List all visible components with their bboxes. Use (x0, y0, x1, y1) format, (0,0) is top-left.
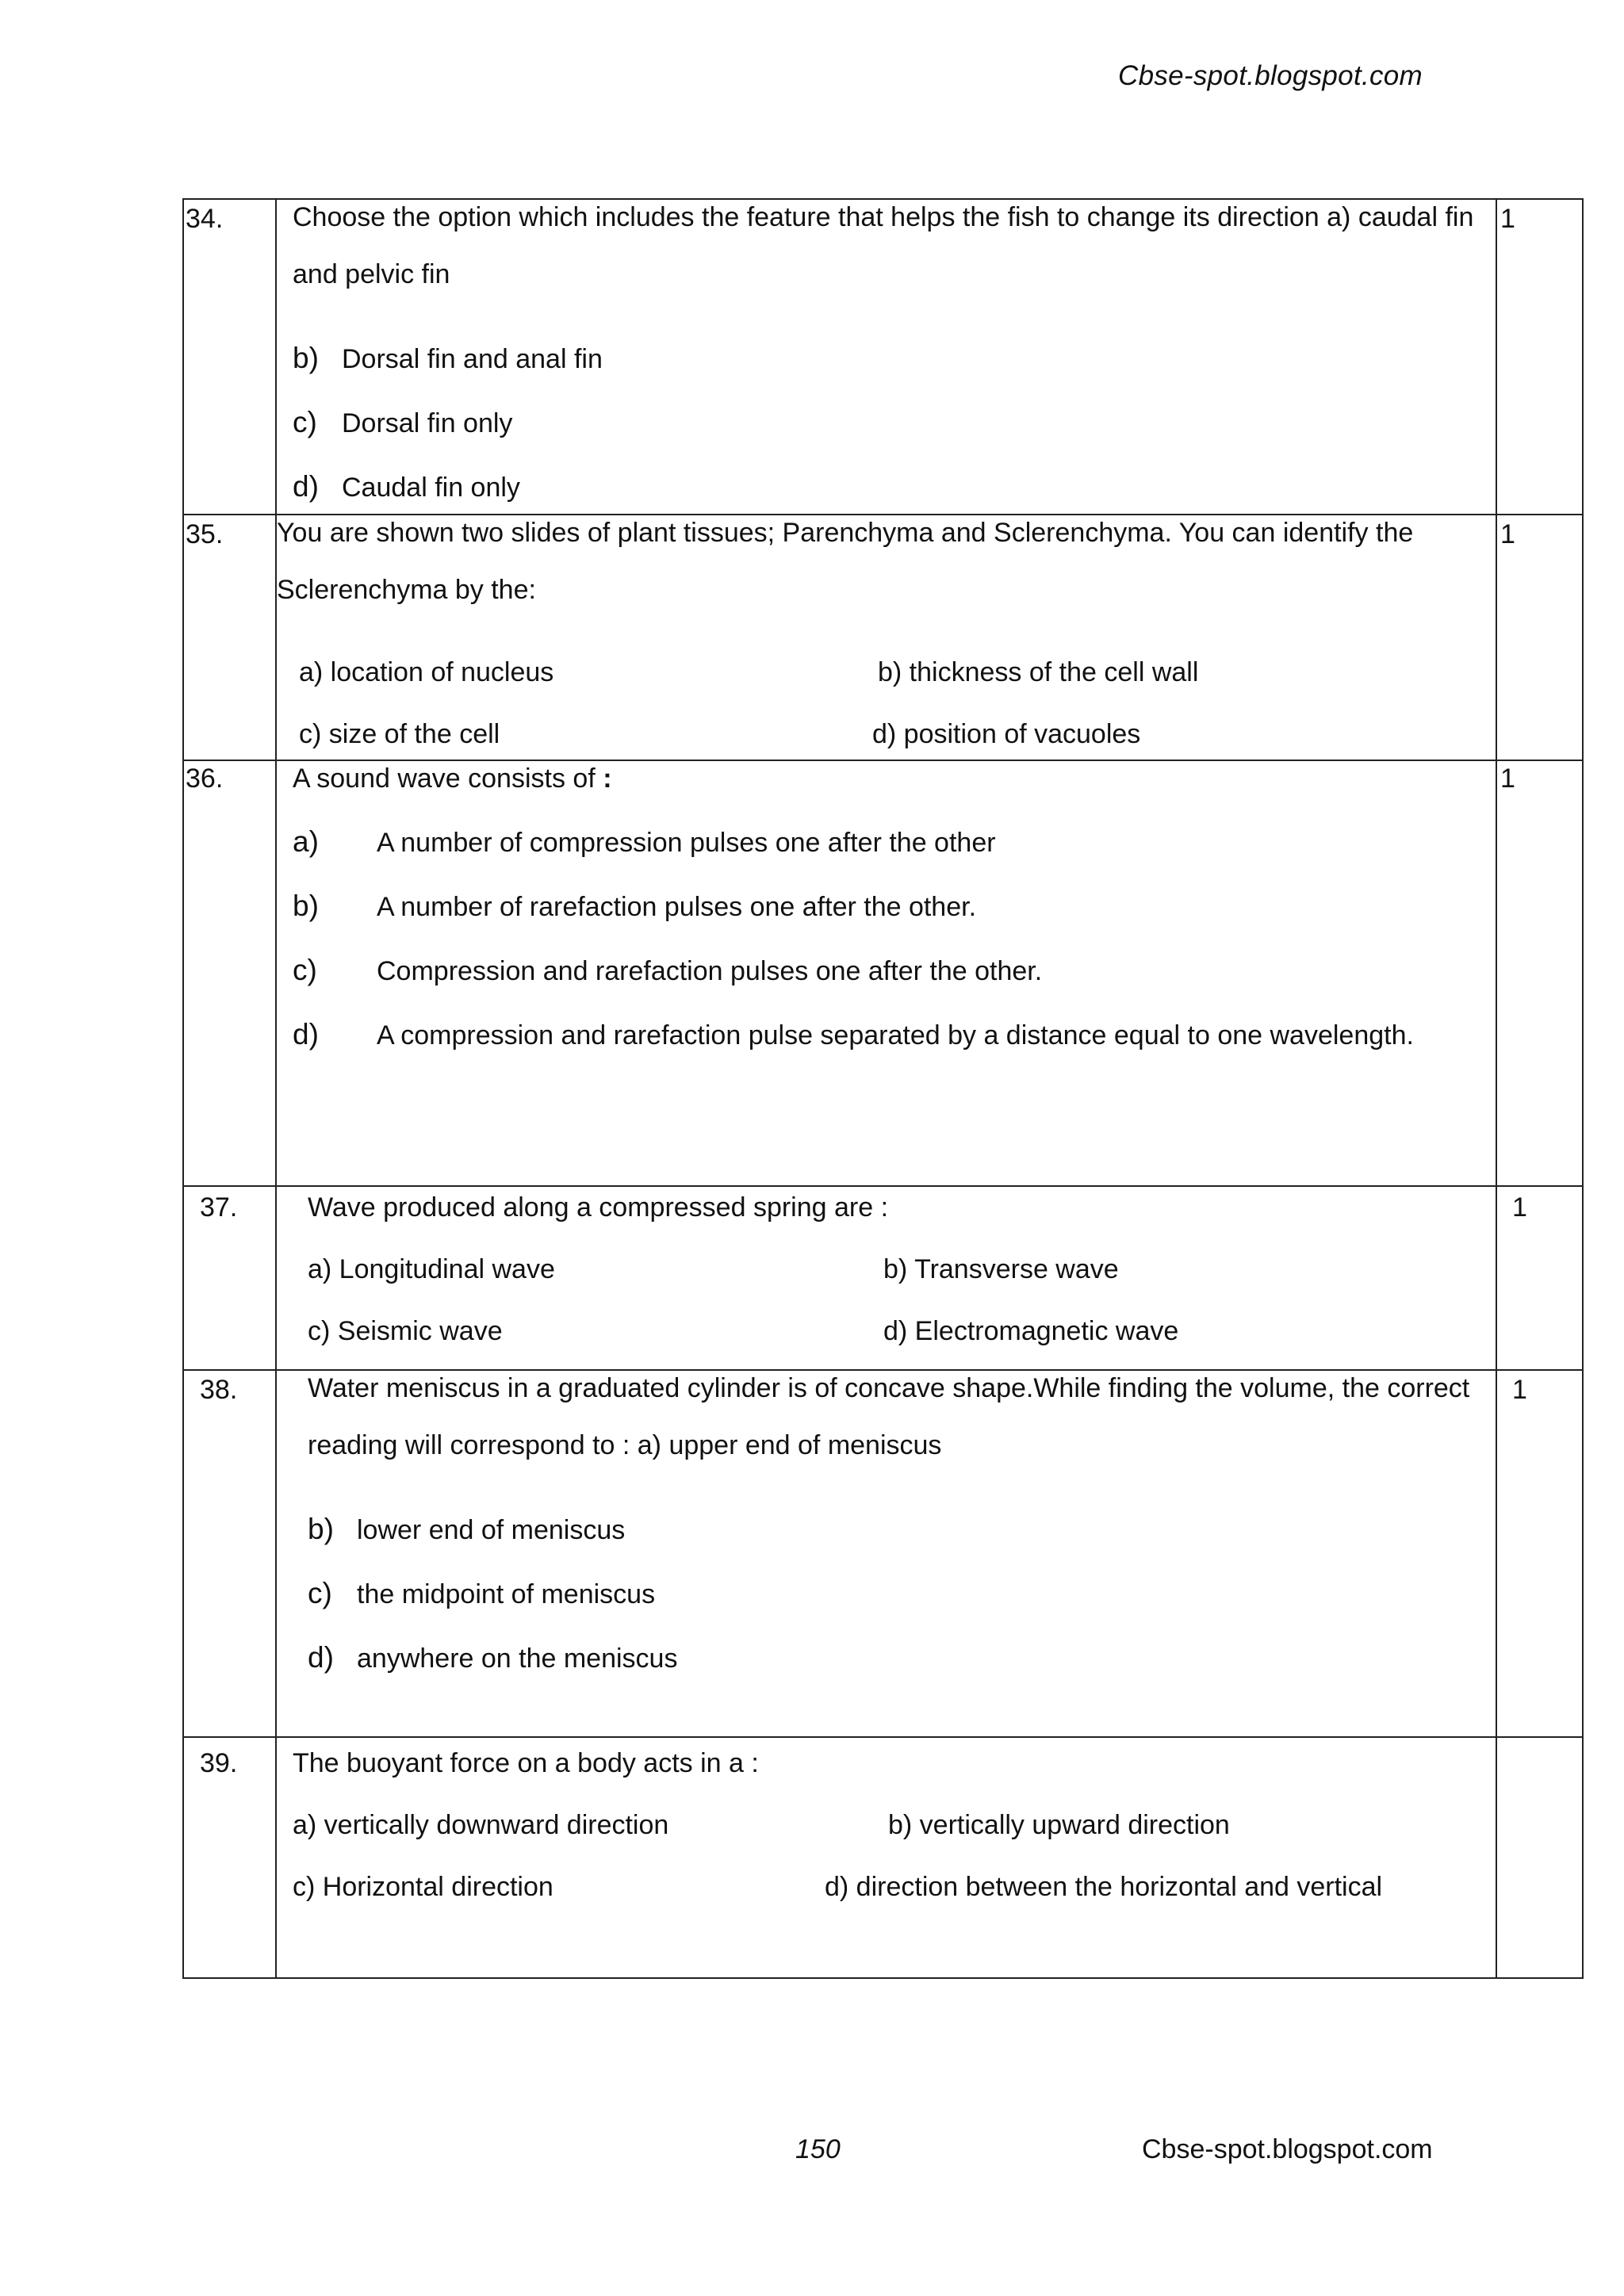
option-text: A number of rarefaction pulses one after the other. (377, 892, 977, 922)
question-text: You are shown two slides of plant tissues; Parenchyma and Sclerenchyma. You can identify the Sclerenchyma by the: (277, 518, 1414, 605)
page-number: 150 (795, 2134, 841, 2164)
option-d: d) position of vacuoles (872, 719, 1141, 749)
option-text: A number of compression pulses one after the other (377, 828, 996, 858)
question-number: 39. (200, 1748, 238, 1778)
option-b: b) vertically upward direction (888, 1810, 1230, 1840)
option-text: A compression and rarefaction pulse separated by a distance equal to one wavelength. (377, 1020, 1414, 1050)
option-text: lower end of meniscus (357, 1515, 626, 1545)
option-a: a) vertically downward direction (293, 1810, 669, 1840)
question-text: Wave produced along a compressed spring are : (308, 1192, 889, 1223)
option-label: c) (308, 1577, 332, 1609)
option-d (293, 471, 520, 503)
option-b (308, 1513, 625, 1546)
question-row-34 (184, 200, 1582, 515)
option-label: d) (293, 470, 319, 503)
option-a: a) location of nucleus (299, 657, 554, 687)
option-text: Caudal fin only (342, 473, 520, 503)
question-marks: 1 (1512, 1375, 1527, 1405)
option-c (308, 1578, 655, 1610)
question-row-37 (184, 1187, 1582, 1371)
header-site: Cbse-spot.blogspot.com (1118, 60, 1423, 91)
question-marks: 1 (1512, 1192, 1527, 1223)
question-marks: 1 (1500, 519, 1515, 549)
question-text: A sound wave consists of : (293, 763, 612, 794)
option-c: c) Horizontal direction (293, 1872, 553, 1902)
question-number: 34. (186, 204, 224, 234)
question-text: Water meniscus in a graduated cylinder is of concave shape.While finding the volume, the correct reading will correspond to : a) upper end of meniscus (308, 1373, 1470, 1460)
question-row-36 (184, 761, 1582, 1187)
option-a: a) Longitudinal wave (308, 1254, 555, 1284)
question-marks: 1 (1500, 204, 1515, 234)
question-row-35 (184, 515, 1582, 761)
option-text: Compression and rarefaction pulses one after the other. (377, 956, 1043, 986)
option-label: a) (293, 825, 319, 858)
question-number: 38. (200, 1375, 238, 1405)
option-b: b) thickness of the cell wall (878, 657, 1199, 687)
option-label: b) (308, 1513, 334, 1545)
option-d: d) direction between the horizontal and vertical (825, 1872, 1383, 1902)
question-row-39 (184, 1738, 1582, 1980)
option-d: d) Electromagnetic wave (883, 1316, 1179, 1346)
question-number: 37. (200, 1192, 238, 1223)
option-c: c) size of the cell (299, 719, 500, 749)
option-label: b) (293, 342, 319, 374)
option-text: Dorsal fin only (342, 408, 513, 438)
option-label: d) (293, 1018, 319, 1050)
option-label: c) (293, 406, 317, 438)
option-label: b) (293, 890, 319, 922)
question-row-38 (184, 1371, 1582, 1738)
option-c: c) Seismic wave (308, 1316, 503, 1346)
option-text: the midpoint of meniscus (357, 1579, 656, 1609)
question-number: 35. (186, 519, 224, 549)
question-number: 36. (186, 763, 224, 794)
question-text: The buoyant force on a body acts in a : (293, 1748, 759, 1778)
option-label: d) (308, 1641, 334, 1674)
option-b (293, 342, 603, 375)
option-a (293, 826, 996, 859)
option-b (293, 890, 976, 923)
option-text: Dorsal fin and anal fin (342, 344, 603, 374)
question-text: Choose the option which includes the feature that helps the fish to change its direction a) caudal fin and pelvic fin (293, 202, 1474, 289)
option-c (293, 955, 1042, 987)
option-b: b) Transverse wave (883, 1254, 1119, 1284)
option-d (293, 1019, 1414, 1051)
option-label: c) (293, 954, 317, 986)
question-marks: 1 (1500, 763, 1515, 794)
option-c (293, 407, 512, 439)
option-text: anywhere on the meniscus (357, 1644, 678, 1674)
questions-table (182, 198, 1584, 1979)
footer-site: Cbse-spot.blogspot.com (1142, 2134, 1433, 2164)
option-d (308, 1642, 677, 1674)
